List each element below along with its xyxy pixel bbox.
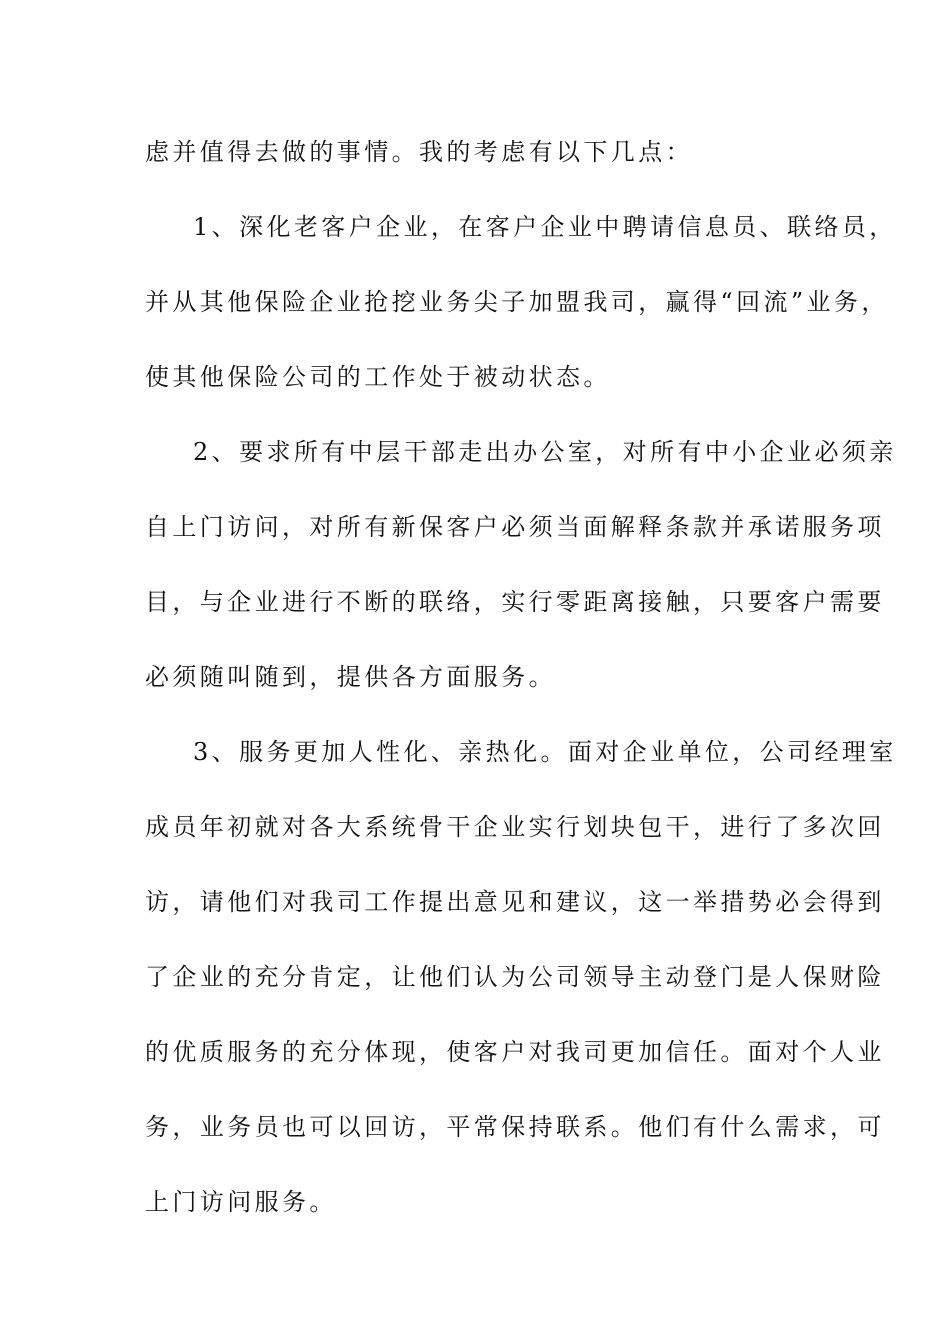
text-line: 目，与企业进行不断的联络，实行零距离接触，只要客户需要: [145, 588, 885, 616]
text-line: 成员年初就对各大系统骨干企业实行划块包干，进行了多次回: [145, 813, 885, 841]
text-line: 2、要求所有中层干部走出办公室，对所有中小企业必须亲: [193, 438, 897, 466]
text-line: 的优质服务的充分体现，使客户对我司更加信任。面对个人业: [145, 1038, 885, 1066]
text-line: 上门访问服务。: [145, 1188, 337, 1216]
text-line: 务，业务员也可以回访，平常保持联系。他们有什么需求，可: [145, 1113, 885, 1141]
text-line: 并从其他保险企业抢挖业务尖子加盟我司，赢得“回流”业务，: [145, 288, 889, 316]
text-line: 虑并值得去做的事情。我的考虑有以下几点：: [145, 138, 693, 166]
text-line: 了企业的充分肯定，让他们认为公司领导主动登门是人保财险: [145, 963, 885, 991]
text-line: 自上门访问，对所有新保客户必须当面解释条款并承诺服务项: [145, 513, 885, 541]
text-line: 3、服务更加人性化、亲热化。面对企业单位，公司经理室: [193, 738, 897, 766]
text-line: 1、深化老客户企业，在客户企业中聘请信息员、联络员，: [193, 213, 897, 241]
text-line: 必须随叫随到，提供各方面服务。: [145, 663, 556, 691]
text-line: 使其他保险公司的工作处于被动状态。: [145, 363, 611, 391]
text-line: 访，请他们对我司工作提出意见和建议，这一举措势必会得到: [145, 888, 885, 916]
